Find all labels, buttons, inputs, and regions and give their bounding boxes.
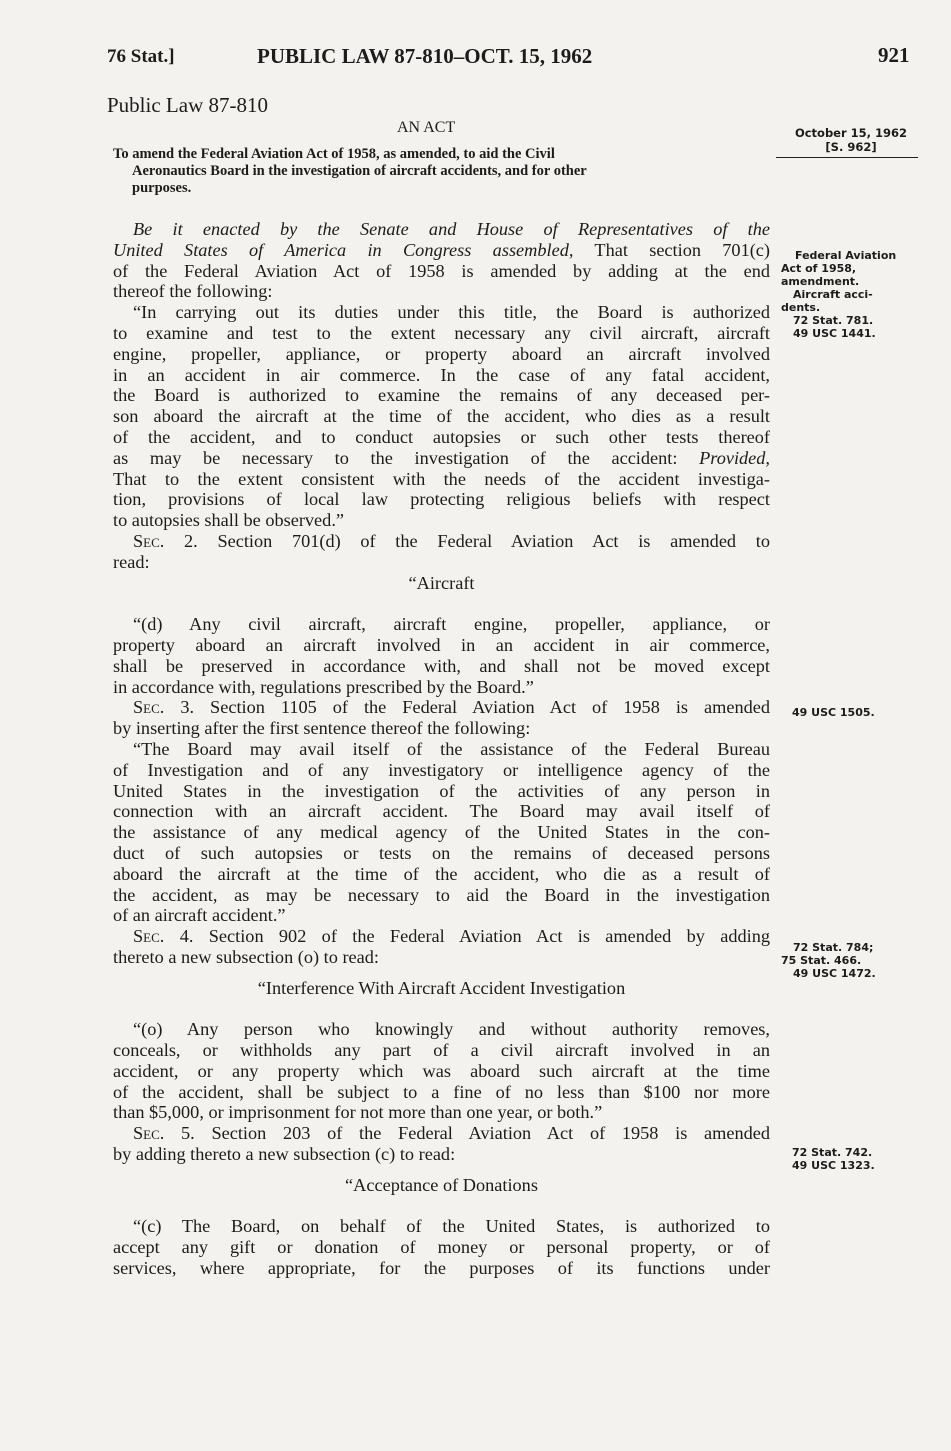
text-line: thereof the following: [113, 281, 273, 302]
margin-note-line: Federal Aviation [795, 249, 897, 262]
margin-note-line: 49 USC 1323. [792, 1159, 875, 1172]
section-text: Section 701(d) of the Federal Aviation Act is amended to [197, 530, 770, 551]
quoted-text-line: of Investigation and of any investigatory or intelligence agency of the [113, 759, 770, 780]
margin-note-line: 49 USC 1441. [793, 327, 876, 340]
section-3-line [113, 697, 770, 718]
section-5-line [113, 1123, 770, 1144]
section-label: Sec. 4. [133, 926, 194, 947]
quoted-text-line: engine, propeller, appliance, or property aboard an aircraft involved [113, 343, 770, 364]
margin-note-line: 49 USC 1472. [793, 967, 876, 980]
section-2-line: read: [113, 551, 150, 572]
subsection-o-line: of the accident, shall be subject to a fine of no less than $100 nor more [113, 1081, 770, 1102]
quoted-text-line: “The Board may avail itself of the assistance of the Federal Bureau [133, 738, 770, 759]
subsection-d-line: property aboard an aircraft involved in an accident in air commerce, [113, 634, 770, 655]
spacer [113, 1196, 770, 1217]
margin-note-sec5 [792, 1146, 875, 1172]
quoted-text-line: the accident, as may be necessary to aid the Board in the investigation [113, 884, 770, 905]
subsection-o-line: than $5,000, or imprisonment for not more than one year, or both.” [113, 1102, 603, 1123]
subsection-d-line: “(d) Any civil aircraft, aircraft engine, propeller, appliance, or [133, 614, 770, 635]
quoted-text-line: the Board is authorized to examine the remains of any deceased per- [113, 385, 770, 406]
approval-date: October 15, 1962 [794, 126, 908, 140]
margin-note-line: Act of 1958, [781, 262, 857, 275]
margin-note-line: 72 Stat. 784; [793, 941, 874, 954]
section-4-line: thereto a new subsection (o) to read: [113, 946, 379, 967]
subsection-c-line: services, where appropriate, for the purposes of its functions under [113, 1258, 770, 1279]
subsection-heading: “Interference With Aircraft Accident Investigation [257, 977, 626, 998]
text-line: of the Federal Aviation Act of 1958 is amended by adding at the end [113, 260, 770, 281]
enacting-clause-line [113, 240, 770, 261]
provided-italic: Provided, [699, 447, 770, 468]
quoted-text-line: to autopsies shall be observed.” [113, 510, 344, 531]
quoted-text: as may be necessary to the investigation of the accident: [113, 447, 700, 468]
section-text: Section 203 of the Federal Aviation Act of 1958 is amended [194, 1123, 770, 1144]
act-purpose [113, 146, 770, 197]
quoted-text-line: son aboard the aircraft at the time of the accident, who dies as a result [113, 406, 770, 427]
margin-note-federal-aviation [781, 249, 896, 340]
section-5-line: by adding thereto a new subsection (c) to read: [113, 1144, 456, 1165]
act-body [113, 219, 770, 1279]
page-number: 921 [878, 43, 910, 67]
margin-rule [776, 157, 918, 158]
quoted-text-line: “In carrying out its duties under this title, the Board is authorized [133, 302, 770, 323]
quoted-text-line: of the accident, and to conduct autopsies or such other tests thereof [113, 426, 770, 447]
margin-note-line: 72 Stat. 742. [792, 1146, 873, 1159]
margin-note-line: Aircraft acci- [793, 288, 873, 301]
margin-note-line: amendment. [781, 275, 860, 288]
quoted-text-line: connection with an aircraft accident. The Board may avail itself of [113, 801, 770, 822]
margin-note-sec4 [781, 941, 876, 980]
subsection-o-line: “(o) Any person who knowingly and without authority removes, [133, 1019, 770, 1040]
margin-note-line: dents. [781, 301, 821, 314]
quoted-text-line: tion, provisions of local law protecting religious beliefs with respect [113, 489, 770, 510]
quoted-text-line: the assistance of any medical agency of the United States in the con- [113, 822, 770, 843]
enacting-clause-italic: United States of America in Congress assembled, [113, 239, 574, 260]
subsection-o-line: accident, or any property which was aboard such aircraft at the time [113, 1060, 770, 1081]
quoted-text-line: aboard the aircraft at the time of the accident, who die as a result of [113, 863, 770, 884]
quoted-text-line: in an accident in air commerce. In the case of any fatal accident, [113, 364, 770, 385]
purpose-line: Aeronautics Board in the investigation of aircraft accidents, and for other [132, 163, 587, 179]
section-2-line [113, 531, 770, 552]
margin-note-line: 72 Stat. 781. [793, 314, 874, 327]
page-header-title: PUBLIC LAW 87-810–OCT. 15, 1962 [257, 44, 593, 68]
public-law-number: Public Law 87-810 [107, 93, 268, 117]
quoted-text-line: duct of such autopsies or tests on the remains of deceased persons [113, 842, 770, 863]
section-3-line: by inserting after the first sentence thereof the following: [113, 718, 531, 739]
section-label: Sec. 3. [133, 697, 195, 718]
subsection-d-line: shall be preserved in accordance with, and shall not be moved except [113, 655, 770, 676]
purpose-line: To amend the Federal Aviation Act of 1958, as amended, to aid the Civil [113, 146, 555, 162]
quoted-text-line: That to the extent consistent with the needs of the accident investiga- [113, 468, 770, 489]
bill-number: [S. 962] [825, 140, 877, 154]
stat-reference: 76 Stat.] [107, 46, 175, 67]
spacer [113, 1165, 770, 1175]
section-label: Sec. 5. [133, 1123, 195, 1144]
subsection-heading: “Aircraft [408, 572, 475, 593]
quoted-text-line [113, 448, 770, 469]
section-text: Section 902 of the Federal Aviation Act is amended by adding [193, 926, 770, 947]
enacting-clause-italic: Be it enacted by the Senate and House of Representatives of the [133, 219, 770, 239]
subsection-d-line: in accordance with, regulations prescribed by the Board.” [113, 676, 534, 697]
enacting-clause-line [113, 219, 770, 240]
spacer [113, 968, 770, 978]
spacer [113, 998, 770, 1019]
margin-date-note [786, 126, 916, 154]
subsection-heading: “Acceptance of Donations [345, 1174, 538, 1195]
subsection-c-line: accept any gift or donation of money or personal property, or of [113, 1237, 770, 1258]
margin-note-line: 75 Stat. 466. [781, 954, 862, 967]
subsection-c-line: “(c) The Board, on behalf of the United States, is authorized to [133, 1216, 770, 1237]
enacting-clause-text: That section 701(c) [573, 239, 770, 260]
quoted-text-line: to examine and test to the extent necessary any civil aircraft, aircraft [113, 322, 770, 343]
section-4-line [113, 926, 770, 947]
quoted-text-line: of an aircraft accident.” [113, 905, 286, 926]
spacer [113, 593, 770, 614]
purpose-line: purposes. [132, 180, 192, 196]
margin-note-sec3: 49 USC 1505. [792, 706, 875, 719]
act-heading: AN ACT [397, 119, 456, 136]
subsection-o-line: conceals, or withholds any part of a civil aircraft involved in an [113, 1040, 770, 1061]
section-label: Sec. 2. [133, 530, 198, 551]
section-text: Section 1105 of the Federal Aviation Act of 1958 is amended [194, 697, 770, 718]
quoted-text-line: United States in the investigation of the activities of any person in [113, 780, 770, 801]
